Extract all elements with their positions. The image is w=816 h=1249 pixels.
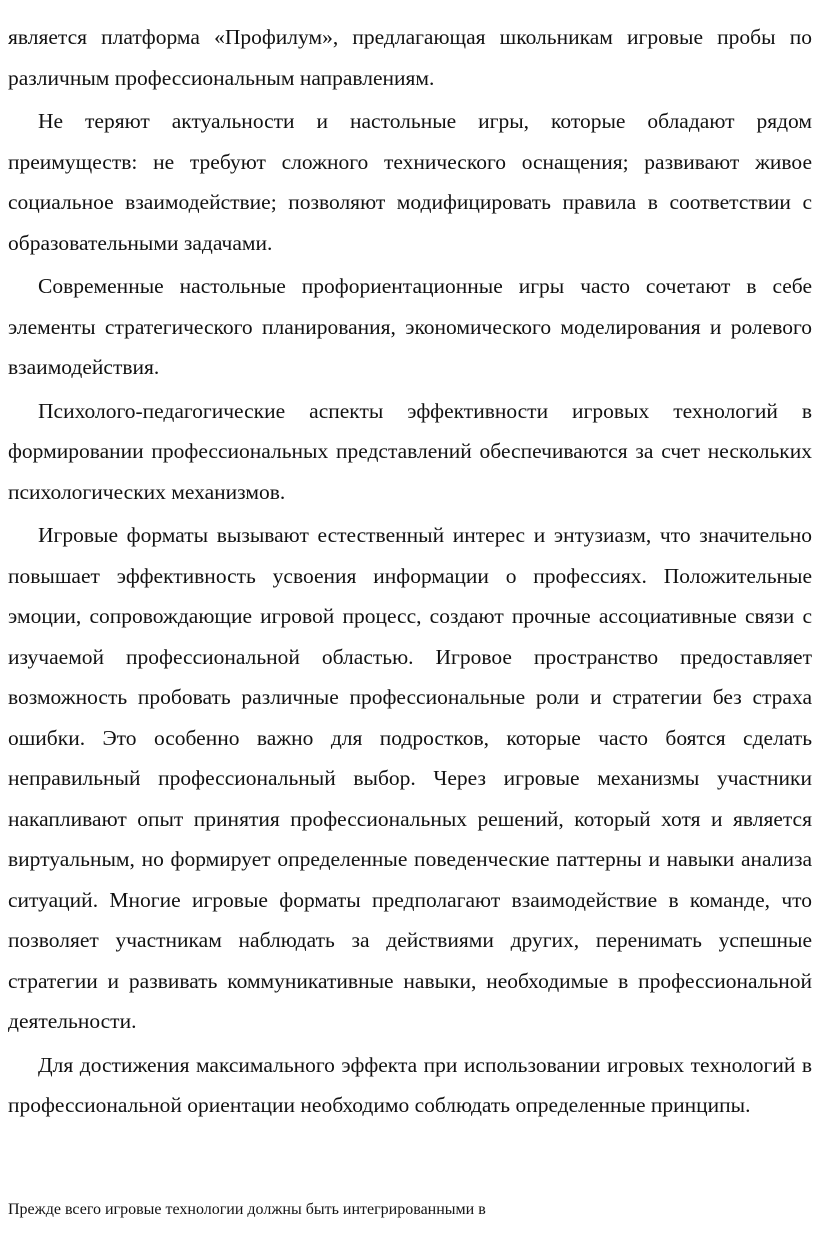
footer-line: Прежде всего игровые технологии должны быть интегрированными в bbox=[8, 1201, 486, 1218]
paragraph-board-games: Не теряют актуальности и настольные игры, которые обладают рядом преимуществ: не требуют сложного технического оснащения; развивают живое социальное взаимодействие; позволяют модифицировать правила в соответствии с образовательными задачами. bbox=[8, 109, 812, 255]
paragraph-psychological-aspects: Психолого-педагогические аспекты эффективности игровых технологий в формировании профессиональных представлений обеспечиваются за счет нескольких психологических механизмов. bbox=[8, 398, 812, 504]
paragraph-modern-board-games: Современные настольные профориентационные игры часто сочетают в себе элементы стратегического планирования, экономического моделирования и ролевого взаимодействия. bbox=[8, 274, 812, 379]
paragraph-game-formats: Игровые форматы вызывают естественный интерес и энтузиазм, что значительно повышает эффективность усвоения информации о профессиях. Положительные эмоции, сопровождающие игровой процесс, создают прочные ассоциативные связи с изучаемой профессиональной областью. Игровое пространство предоставляет возможность пробовать различные профессиональные роли и стратегии без страха ошибки. Это особенно важно для подростков, которые часто боятся сделать неправильный профессиональный выбор. Через игровые механизмы участники накапливают опыт принятия профессиональных решений, который хотя и является виртуальным, но формирует определенные поведенческие паттерны и навыки анализа ситуаций. Многие игровые форматы предполагают взаимодействие в команде, что позволяет участникам наблюдать за действиями других, перенимать успешные стратегии и развивать коммуникативные навыки, необходимые в профессиональной деятельности. bbox=[8, 523, 812, 1033]
paragraph-principles: Для достижения максимального эффекта при использовании игровых технологий в профессиональной ориентации необходимо соблюдать определенные принципы. bbox=[8, 1052, 812, 1117]
paragraph-continuation: является платформа «Профилум», предлагающая школьникам игровые пробы по различным профессиональным направлениям. bbox=[8, 25, 812, 90]
document-body bbox=[8, 17, 812, 1218]
